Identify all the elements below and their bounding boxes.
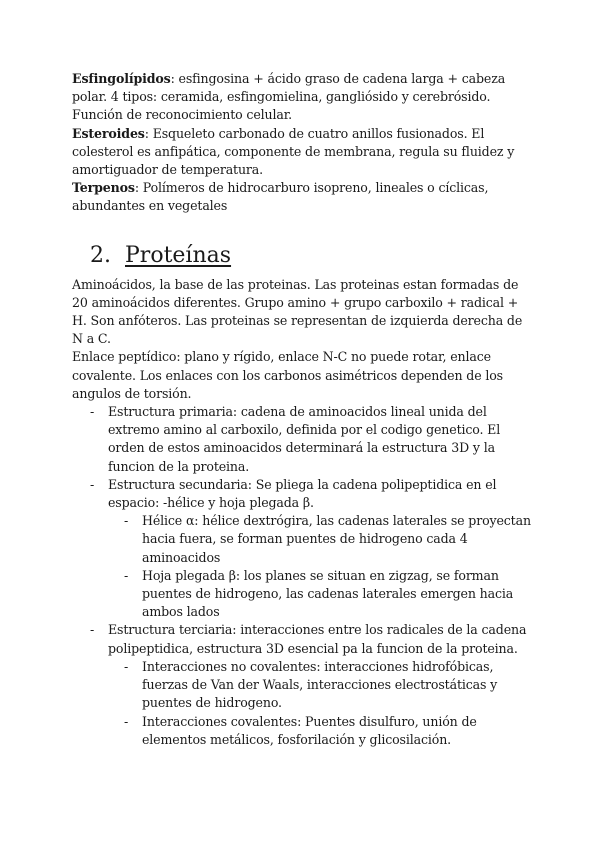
section-title: Proteínas	[125, 242, 232, 268]
bullet-dash: -	[90, 404, 95, 420]
list-item-text: Estructura primaria: cadena de aminoacidos lineal unida del extremo amino al carboxilo, definida por el codigo genetico. El orden de estos aminoacidos determinará la estructura 3D y la funcion de la proteina.	[108, 404, 501, 474]
term-label: Esfingolípidos	[72, 71, 171, 86]
sublist-secundaria	[108, 512, 532, 621]
paragraph-enlace-peptidico: Enlace peptídico: plano y rígido, enlace N-C no puede rotar, enlace covalente. Los enlaces con los carbonos asimétricos dependen de los angulos de torsión.	[72, 349, 503, 401]
section-number: 2.	[90, 242, 111, 268]
paragraph-aminoacidos: Aminoácidos, la base de las proteinas. Las proteinas estan formadas de 20 aminoácidos diferentes. Grupo amino + grupo carboxilo + radical + H. Son anfóteros. Las proteinas se representan de izquierda derecha de N a C.	[72, 276, 523, 347]
sublist-terciaria	[108, 658, 532, 749]
bullet-dash: -	[124, 658, 129, 674]
structure-list	[72, 403, 532, 749]
list-item-covalentes	[124, 713, 532, 749]
list-item-no-covalentes	[124, 658, 532, 713]
list-item-text: Interacciones covalentes: Puentes disulfuro, unión de elementos metálicos, fosforilación y glicosilación.	[142, 713, 477, 747]
bullet-dash: -	[90, 476, 95, 492]
lipid-esteroides	[72, 125, 532, 180]
bullet-dash: -	[90, 622, 95, 638]
list-item-estructura-terciaria	[90, 621, 532, 748]
bullet-dash: -	[124, 567, 129, 583]
list-item-text: Estructura secundaria: Se pliega la cadena polipeptidica en el espacio: -hélice y hoja plegada β.	[108, 476, 497, 511]
list-item-text: Interacciones no covalentes: interacciones hidrofóbicas, fuerzas de Van der Waals, interacciones electrostáticas y puentes de hidrogeno.	[142, 658, 498, 711]
list-item-text: Hélice α: hélice dextrógira, las cadenas laterales se proyectan hacia fuera, se forman puentes de hidrogeno cada 4 aminoacidos	[142, 513, 531, 565]
term-text: : esfingosina + ácido graso de cadena larga + cabeza polar. 4 tipos: ceramida, esfingomielina, gangliósido y cerebrósido. Función de reconocimiento celular.	[72, 71, 506, 123]
bullet-dash: -	[124, 713, 129, 729]
bullet-dash: -	[124, 513, 129, 529]
list-item-hoja-plegada	[124, 567, 532, 622]
list-item-estructura-primaria	[90, 403, 532, 476]
lipid-esfingolipidos	[72, 70, 532, 125]
term-text: : Polímeros de hidrocarburo isopreno, lineales o cíclicas, abundantes en vegetales	[72, 180, 489, 214]
term-text: : Esqueleto carbonado de cuatro anillos fusionados. El colesterol es anfipática, componente de membrana, regula su fluidez y amortiguador de temperatura.	[72, 125, 515, 178]
list-item-estructura-secundaria	[90, 476, 532, 622]
section-heading	[90, 242, 532, 270]
term-label: Esteroides	[72, 125, 145, 141]
list-item-helice-alfa	[124, 512, 532, 567]
list-item-text: Hoja plegada β: los planes se situan en zigzag, se forman puentes de hidrogeno, las cadenas laterales emergen hacia ambos lados	[142, 567, 514, 620]
term-label: Terpenos	[72, 180, 135, 196]
list-item-text: Estructura terciaria: interacciones entre los radicales de la cadena polipeptidica, estructura 3D esencial pa la funcion de la proteina.	[108, 622, 527, 656]
lipid-terpenos	[72, 179, 532, 215]
document-page	[72, 70, 532, 749]
